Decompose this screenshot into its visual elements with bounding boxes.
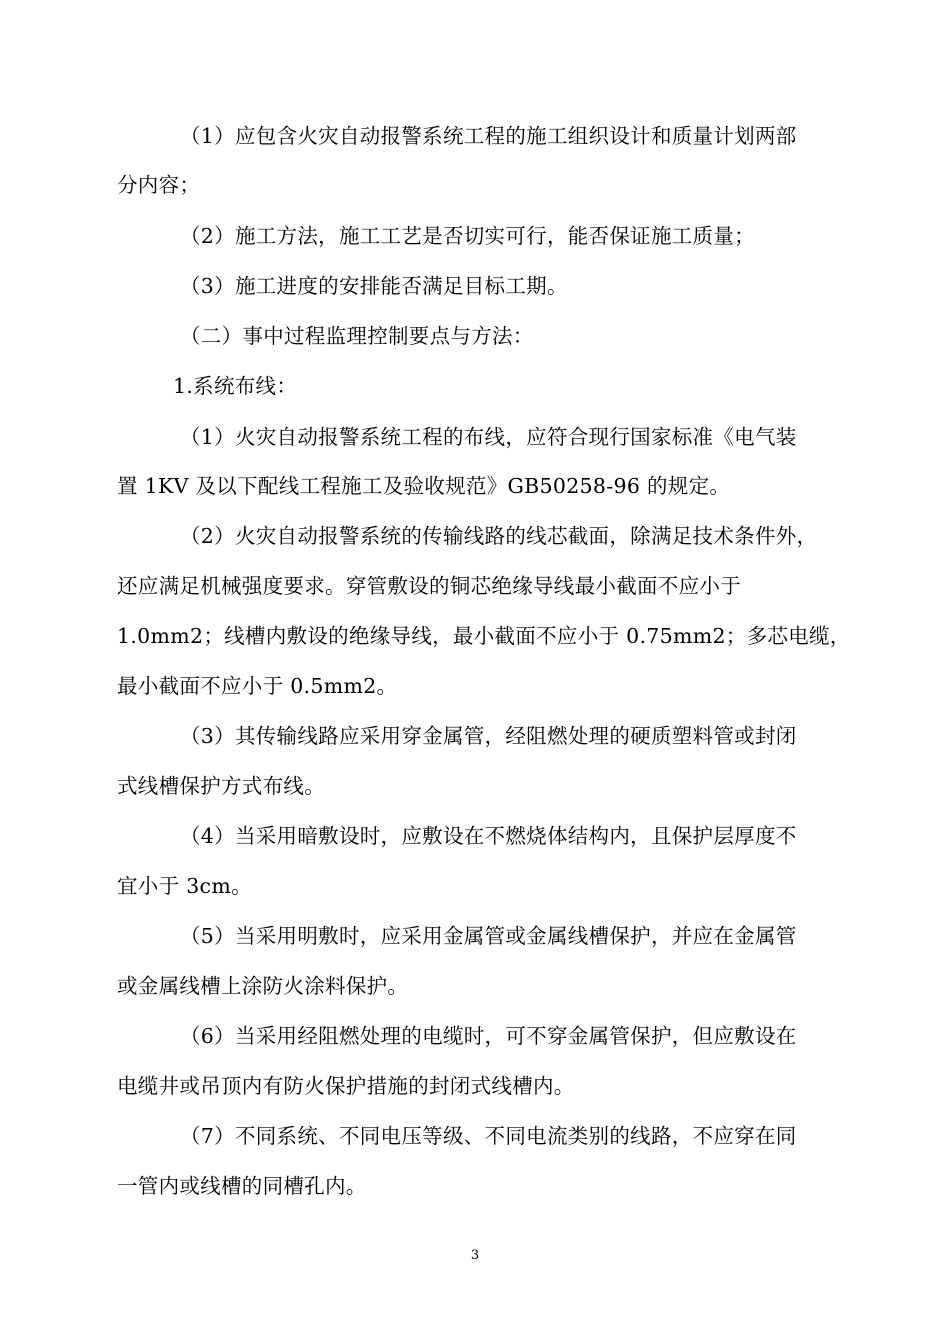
paragraph-line: 宜小于 3cm。 — [117, 874, 252, 898]
page-number: 3 — [470, 1248, 480, 1263]
paragraph-line: （1）火灾自动报警系统工程的布线，应符合现行国家标准《电气装 — [180, 425, 797, 449]
paragraph-line: （4）当采用暗敷设时，应敷设在不燃烧体结构内，且保护层厚度不 — [180, 824, 797, 848]
paragraph-line: （7）不同系统、不同电压等级、不同电流类别的线路，不应穿在同 — [180, 1124, 797, 1148]
paragraph-line: （6）当采用经阻燃处理的电缆时，可不穿金属管保护，但应敷设在 — [180, 1024, 797, 1048]
subsection-heading: 1.系统布线： — [173, 374, 298, 398]
paragraph-line: 1.0mm2；线槽内敷设的绝缘导线，最小截面不应小于 0.75mm2；多芯电缆， — [117, 624, 851, 648]
paragraph-line: 最小截面不应小于 0.5mm2。 — [117, 674, 398, 698]
paragraph-line: （2）火灾自动报警系统的传输线路的线芯截面，除满足技术条件外， — [180, 524, 818, 548]
paragraph-line: 式线槽保护方式布线。 — [117, 774, 325, 798]
paragraph-line: 或金属线槽上涂防火涂料保护。 — [117, 974, 409, 998]
paragraph-line: 还应满足机械强度要求。穿管敷设的铜芯绝缘导线最小截面不应小于 — [117, 574, 741, 598]
paragraph-line: （3）施工进度的安排能否满足目标工期。 — [180, 274, 568, 298]
paragraph-line: （5）当采用明敷时，应采用金属管或金属线槽保护，并应在金属管 — [180, 924, 797, 948]
paragraph-line: （3）其传输线路应采用穿金属管，经阻燃处理的硬质塑料管或封闭 — [180, 724, 797, 748]
paragraph-line: 置 1KV 及以下配线工程施工及验收规范》GB50258-96 的规定。 — [117, 474, 731, 498]
paragraph-line: 电缆井或吊顶内有防火保护措施的封闭式线槽内。 — [117, 1074, 575, 1098]
section-heading: （二）事中过程监理控制要点与方法： — [180, 324, 534, 348]
paragraph-line: 分内容； — [117, 173, 201, 197]
paragraph-line: （1）应包含火灾自动报警系统工程的施工组织设计和质量计划两部 — [180, 124, 797, 148]
paragraph-line: （2）施工方法，施工工艺是否切实可行，能否保证施工质量； — [180, 224, 755, 248]
paragraph-line: 一管内或线槽的同槽孔内。 — [117, 1174, 367, 1198]
